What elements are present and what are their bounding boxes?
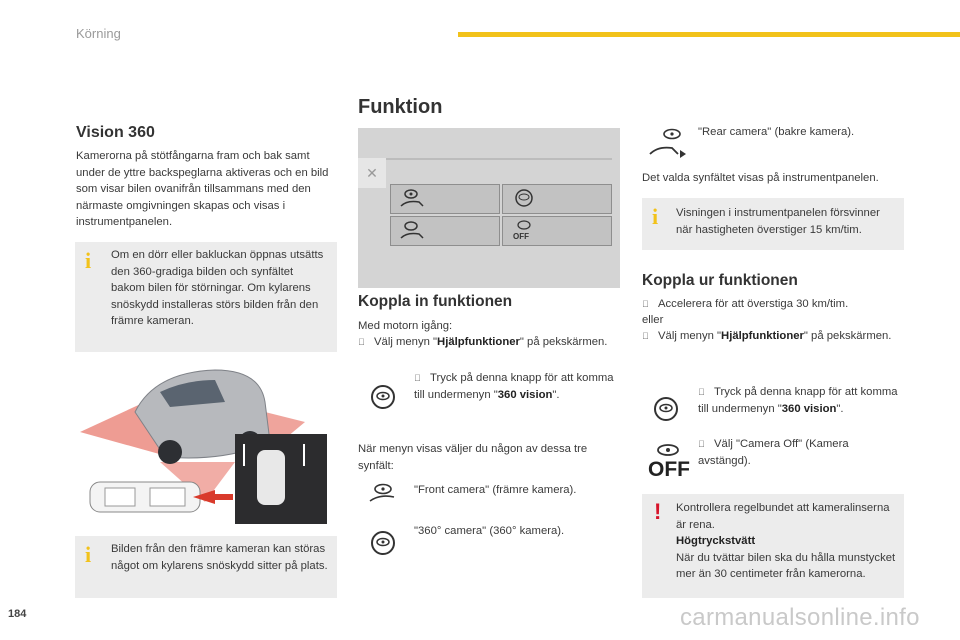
vision-menu-icon-off [651,394,681,424]
car-camera-illustration [75,362,327,524]
warning-icon: ! [654,499,662,524]
engine-running-text: Med motorn igång: [358,320,453,332]
screen-off-label: OFF [513,232,529,241]
rear-camera-option: "Rear camera" (bakre kamera). [698,126,855,138]
info-icon: i [85,248,92,273]
info-box-front-camera [75,536,337,598]
header-accent-bar [458,32,960,37]
vision360-paragraph: Kamerorna på stötfångarna fram och bak samt under de yttre backspeglarna aktiveras och en bild som visar bilen ovanifrån tillsammans med den närmaste omgivningen skapas och visas i instrumentpanelen. [76,150,329,228]
info-icon: i [652,204,659,229]
warning-box-cleaning [642,494,904,598]
off-step-select-menu: Välj menyn "Hjälpfunktioner" på pekskärmen. [658,330,892,342]
funktion-heading: Funktion [358,96,443,118]
camera-off-icon [515,219,533,231]
off-step-press-360: Tryck på denna knapp för att komma till undermenyn "360 vision". [698,386,898,415]
step-select-menu: Välj menyn "Hjälpfunktioner" på pekskärmen. [374,336,608,348]
screen-button-off [502,216,612,246]
koppla-in-heading: Koppla in funktionen [358,293,513,310]
front-camera-option: "Front camera" (främre kamera). [414,484,577,496]
info-box-doors [75,242,337,352]
screen-button-rear [390,184,500,214]
camera-off-option-icon [650,442,686,458]
info-box-speed [642,198,904,250]
info-text-doors: Om en dörr eller bakluckan öppnas utsätts den 360-gradiga bilden och synfältet bakom bilen för störningar. Om kylarens snöskydd installeras störs bilden från den främre kameran. [111,249,324,327]
rear-camera-view-icon [646,124,690,162]
info-icon: i [85,542,92,567]
page-number: 184 [8,608,27,620]
off-step-accelerate: Accelerera för att överstiga 30 km/tim. [658,298,849,310]
section-title: Körning [76,26,121,41]
off-step-camera-off: Välj "Camera Off" (Kamera avstängd). [698,438,849,467]
koppla-ur-heading: Koppla ur funktionen [642,272,798,289]
choose-view-text: När menyn visas väljer du någon av dessa tre synfält: [358,443,588,472]
step-press-360: Tryck på denna knapp för att komma till undermenyn "360 vision". [414,372,614,401]
info-text-speed: Visningen i instrumentpanelen försvinner när hastigheten överstiger 15 km/tim. [676,207,880,236]
camera-360-view-icon [368,528,398,558]
off-icon-label: OFF [648,458,690,481]
vision360-heading: Vision 360 [76,124,155,141]
close-icon: ✕ [358,158,386,188]
warning-text: Kontrollera regelbundet att kameralinserna är rena. Högtryckstvätt När du tvättar bilen ska du hålla munstycket mer än 30 centimeter från kamerorna. [676,502,896,580]
camera-360-option: "360° camera" (360° kamera). [414,525,565,537]
rear-camera-icon [399,186,427,212]
or-text: eller [642,314,664,326]
front-camera-icon [511,186,537,212]
watermark: carmanualsonline.info [680,604,920,631]
info-text-front-camera: Bilden från den främre kameran kan störas något om kylarens snöskydd sitter på plats. [111,543,328,572]
touchscreen-illustration [358,128,620,288]
front-camera-view-icon [366,482,400,504]
vision-menu-icon [368,382,398,412]
screen-button-front [502,184,612,214]
selected-view-text: Det valda synfältet visas på instrumentpanelen. [642,172,879,184]
screen-button-360 [390,216,500,246]
camera-360-icon [399,218,427,244]
